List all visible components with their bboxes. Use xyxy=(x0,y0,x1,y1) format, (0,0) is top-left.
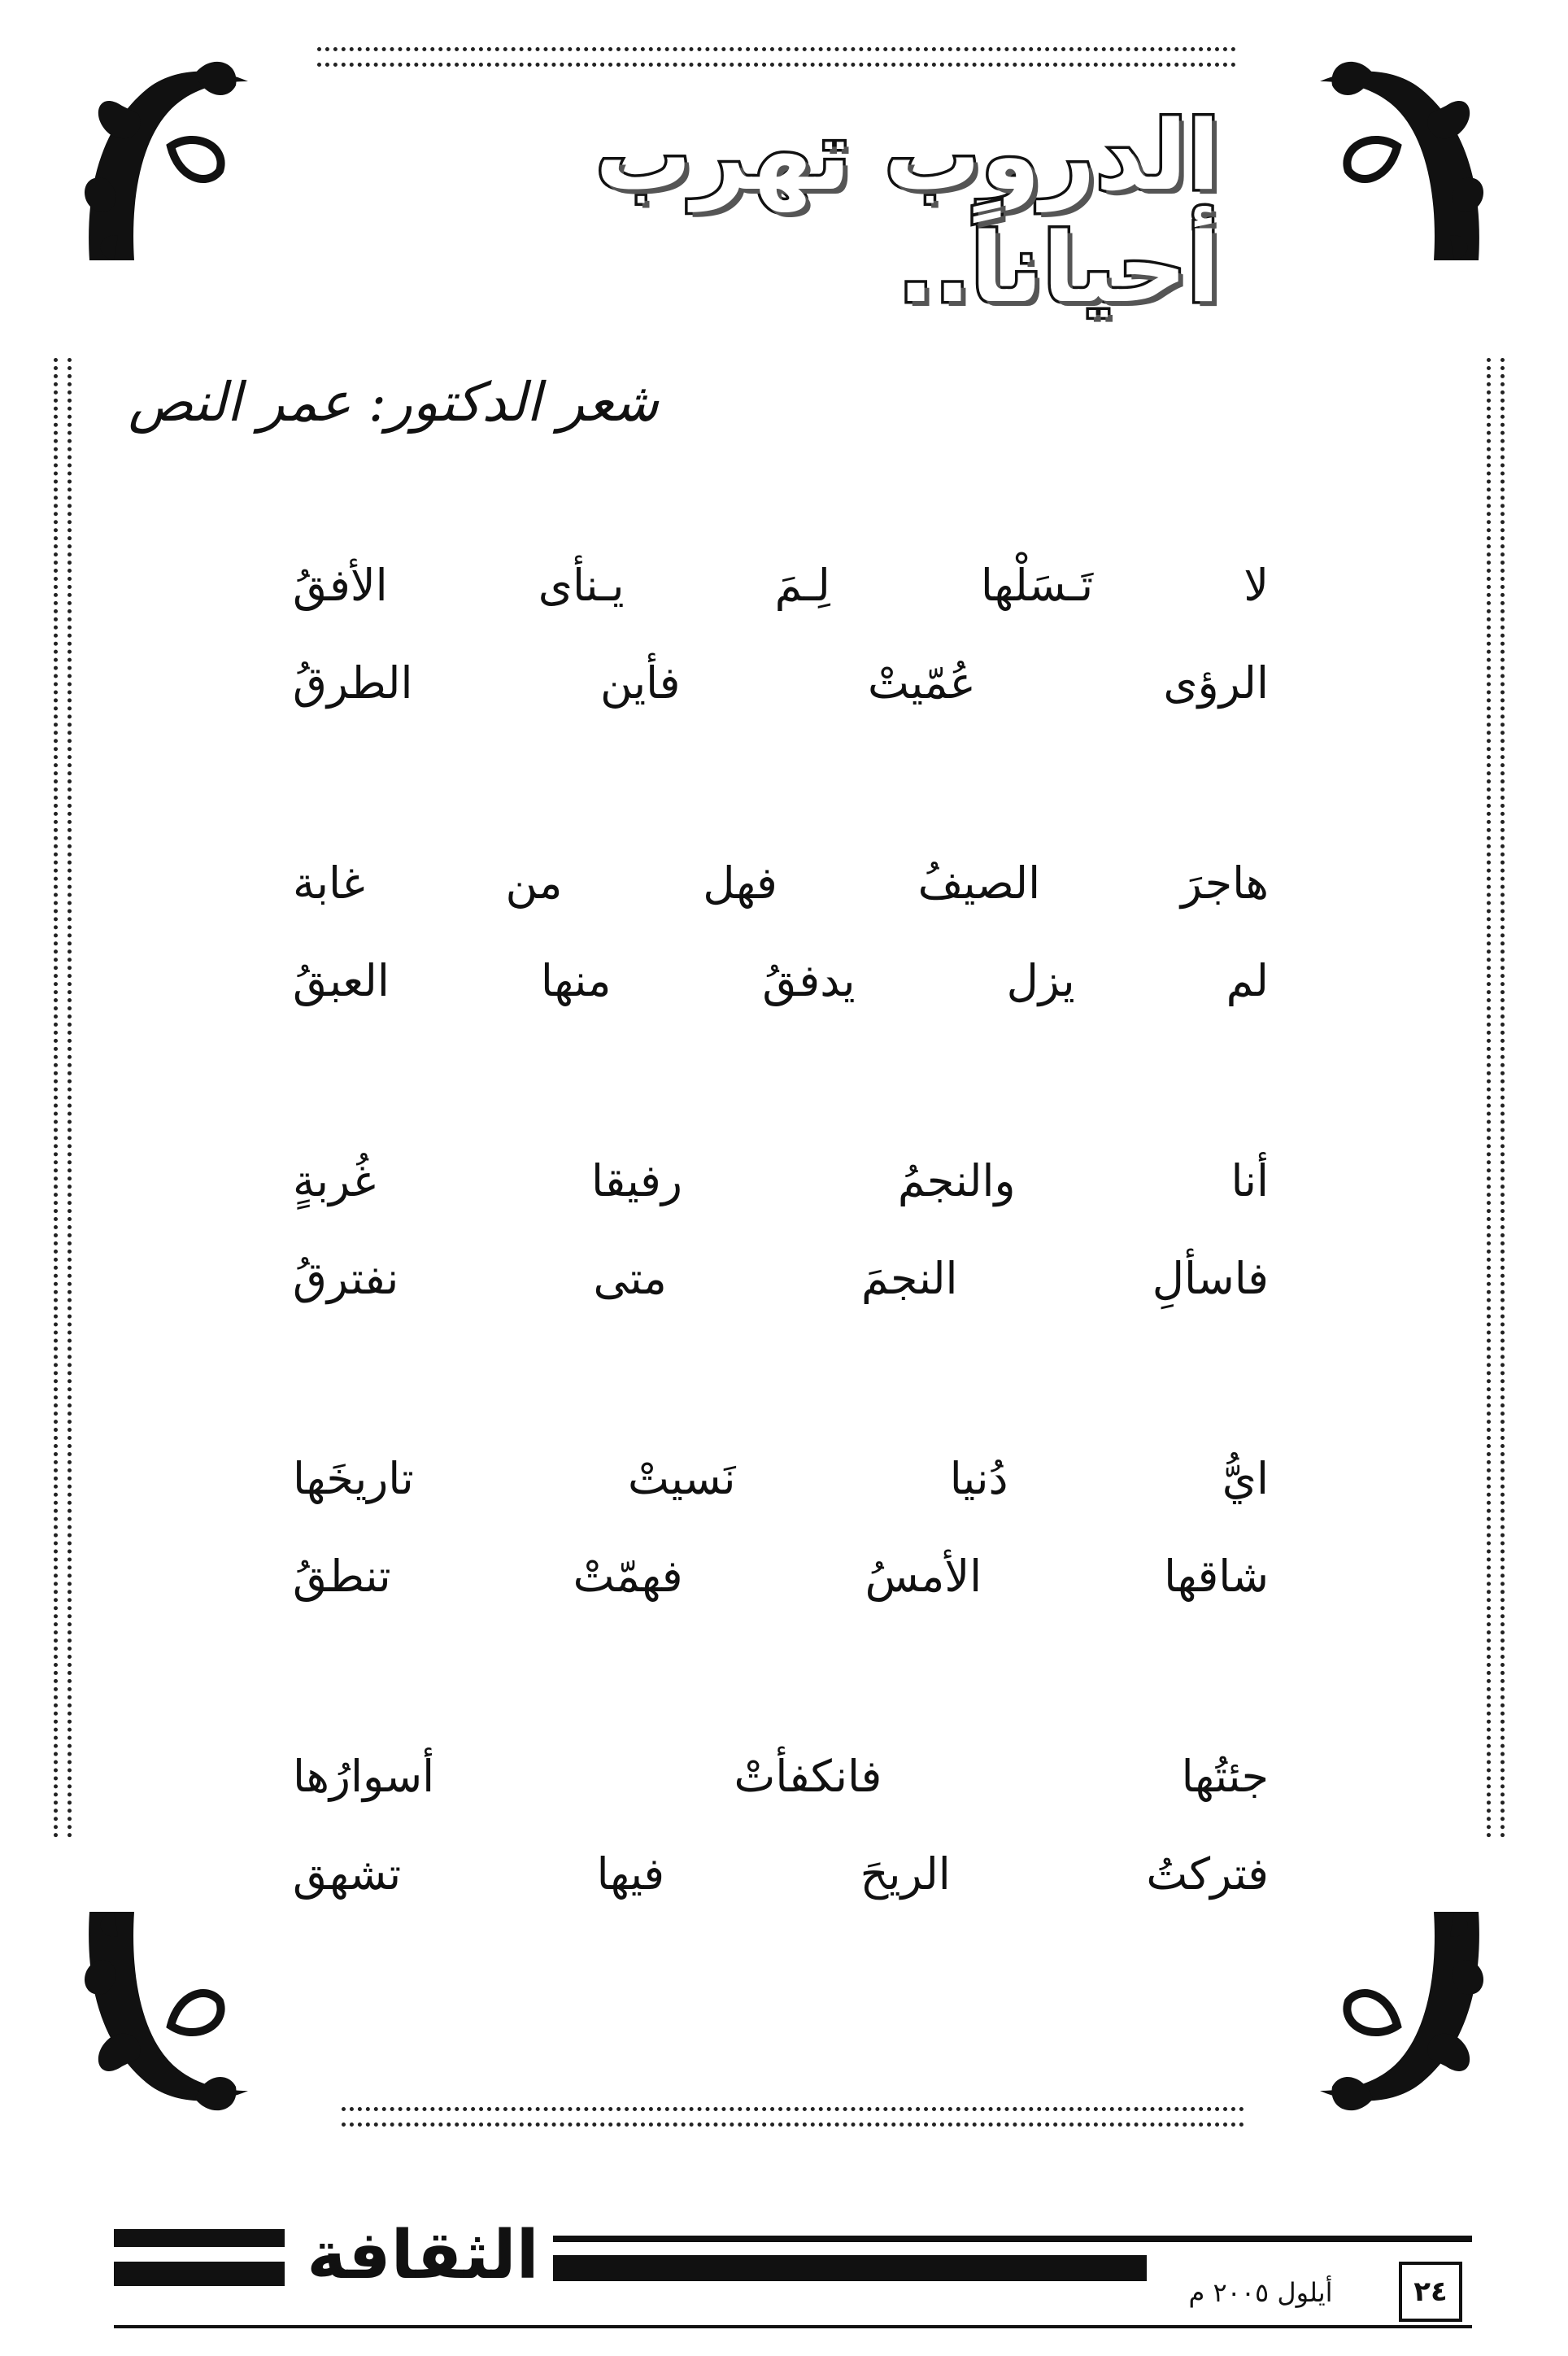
page-footer xyxy=(114,2211,1472,2333)
bottom-dotted-border xyxy=(342,2107,1244,2127)
stanza xyxy=(293,537,1269,732)
verse-line: شاقها الأمسُ فهمّتْ تنطقُ xyxy=(293,1551,1269,1602)
stanza xyxy=(293,1728,1269,1923)
footer-bar-thick xyxy=(553,2255,1147,2281)
page-number: ٢٤ xyxy=(1399,2262,1462,2322)
top-left-ornament xyxy=(73,57,268,268)
issue-date: أيلول ٢٠٠٥ م xyxy=(1188,2277,1333,2308)
bottom-right-ornament xyxy=(1300,1904,1495,2115)
top-right-ornament xyxy=(1300,57,1495,268)
footer-left-bar-bottom xyxy=(114,2262,285,2286)
verse-line: فاسألِ النجمَ متى نفترقُ xyxy=(293,1253,1269,1304)
stanza xyxy=(293,1132,1269,1328)
footer-rule-bottom xyxy=(114,2325,1472,2328)
top-dotted-border xyxy=(317,47,1236,67)
verse-line: فتركتُ الريحَ فيها تشهق xyxy=(293,1848,1269,1900)
verse-line: ايُّ دُنيا نَسيتْ تاريخَها xyxy=(293,1453,1269,1504)
poem-author: شعر الدكتور: عمر النص xyxy=(128,371,659,434)
magazine-name: الثقافة xyxy=(307,2217,539,2294)
poem-body xyxy=(293,537,1269,2026)
stanza xyxy=(293,835,1269,1030)
bottom-left-ornament xyxy=(73,1904,268,2115)
verse-line: هاجرَ الصيفُ فهل من غابة xyxy=(293,857,1269,909)
verse-line: جئتُها فانكفأتْ أسوارُها xyxy=(293,1751,1269,1802)
stanza xyxy=(293,1430,1269,1625)
verse-line: أنا والنجمُ رفيقا غُربةٍ xyxy=(293,1155,1269,1206)
poem-title: الدروب تهرب أحياناً.. xyxy=(595,99,1220,324)
right-dotted-border xyxy=(1487,358,1505,1839)
footer-rule-top xyxy=(553,2236,1472,2242)
verse-line: لا تَـسَلْها لِـمَ يـنأى الأفقُ xyxy=(293,560,1269,611)
left-dotted-border xyxy=(54,358,72,1839)
verse-line: الرؤى عُمّيتْ فأين الطرقُ xyxy=(293,657,1269,709)
verse-line: لم يزل يدفقُ منها العبقُ xyxy=(293,955,1269,1006)
footer-left-bar-top xyxy=(114,2229,285,2247)
